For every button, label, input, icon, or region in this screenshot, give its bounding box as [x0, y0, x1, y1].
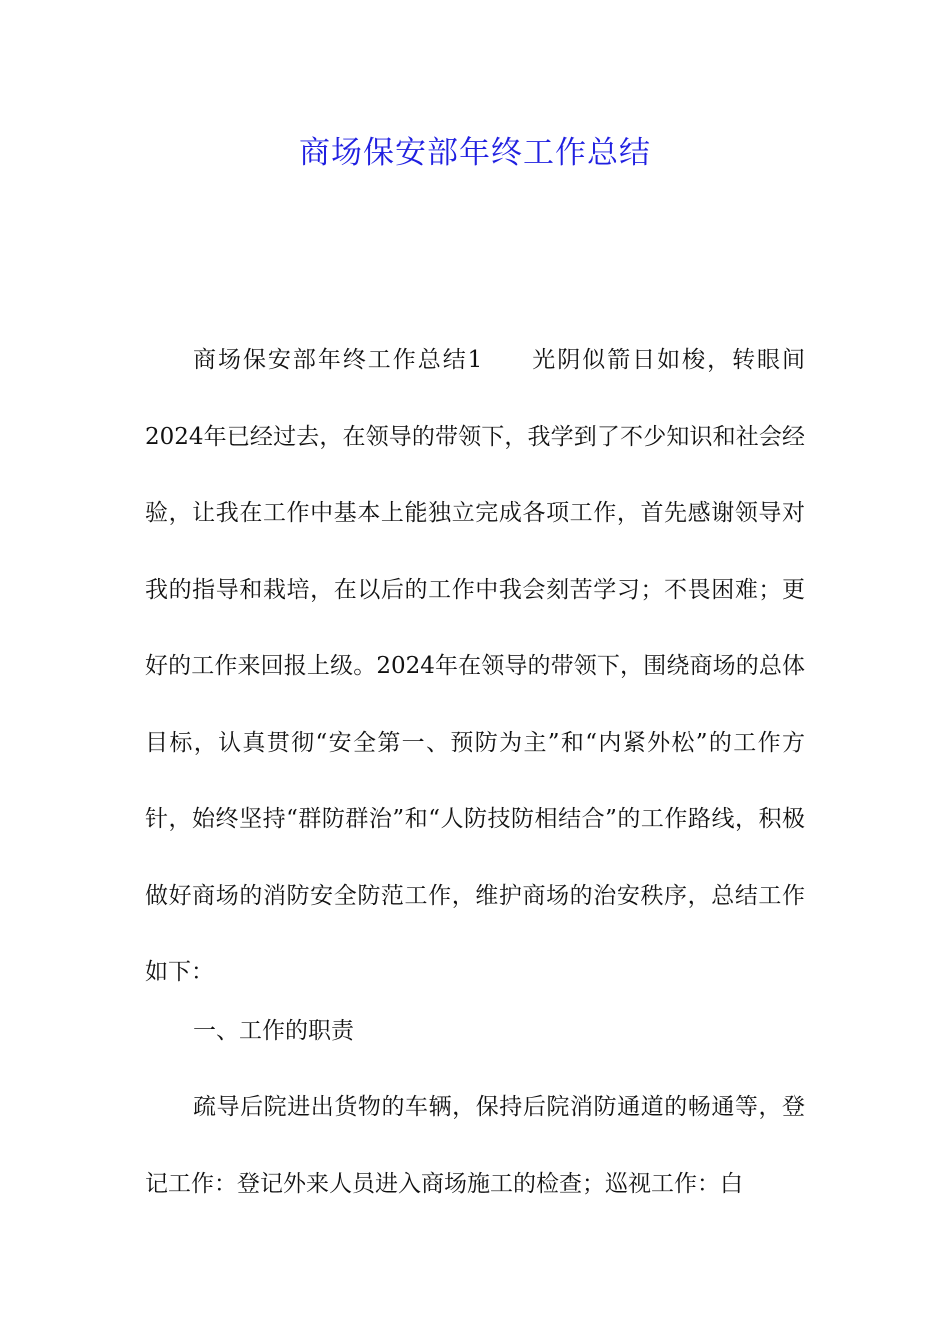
section-heading-duties: 一、工作的职责: [193, 1018, 354, 1044]
paragraph-intro-body: 光阴似箭日如梭，转眼间2024年已经过去，在领导的带领下，我学到了不少知识和社会经验，让我在工作中基本上能独立完成各项工作，首先感谢领导对我的指导和栽培，在以后的工作中我会刻苦学习；不畏困难；更好的工作来回报上级。2024年在领导的带领下，围绕商场的总体目标，认真贯彻“安全第一、预防为主”和“内紧外松”的工作方针，始终坚持“群防群治”和“人防技防相结合”的工作路线，积极做好商场的消防安全防范工作，维护商场的治安秩序，总结工作如下：: [145, 347, 806, 985]
paragraph-intro: [145, 322, 805, 1011]
document-title: 商场保安部年终工作总结: [299, 135, 651, 171]
paragraph-intro-lead: 商场保安部年终工作总结1: [193, 347, 483, 373]
paragraph-duties: 疏导后院进出货物的车辆，保持后院消防通道的畅通等，登记工作：登记外来人员进入商场施工的检查；巡视工作：白: [145, 1094, 805, 1197]
